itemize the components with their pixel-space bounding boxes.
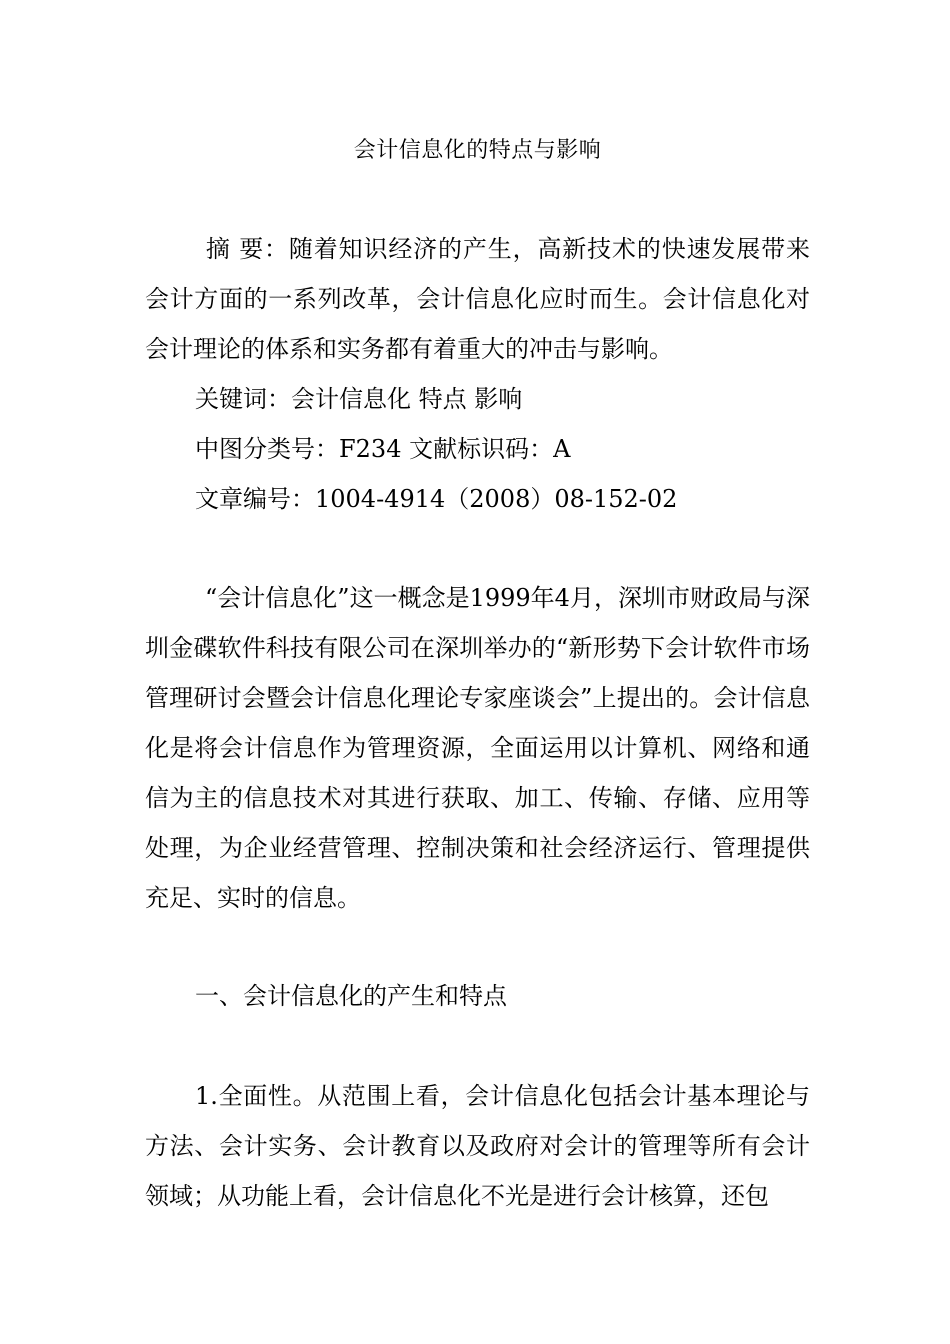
section-text: 1.全面性。从范围上看，会计信息化包括会计基本理论与方法、会计实务、会计教育以及政府对会计的管理等所有会计领域；从功能上看，会计信息化不光是进行会计核算，还包: [145, 1082, 810, 1210]
keywords-line: 关键词：会计信息化 特点 影响: [195, 385, 523, 413]
intro-paragraph: [145, 573, 810, 923]
section-heading: 一、会计信息化的产生和特点: [195, 982, 507, 1010]
section-paragraph: [145, 1071, 810, 1221]
classification-line: 中图分类号：F234 文献标识码：A: [195, 435, 571, 463]
abstract-paragraph: [145, 224, 810, 374]
abstract-text: 摘 要：随着知识经济的产生，高新技术的快速发展带来会计方面的一系列改革，会计信息化应时而生。会计信息化对会计理论的体系和实务都有着重大的冲击与影响。: [145, 235, 810, 363]
intro-text: “会计信息化”这一概念是1999年4月，深圳市财政局与深圳金碟软件科技有限公司在深圳举办的“新形势下会计软件市场管理研讨会暨会计信息化理论专家座谈会”上提出的。会计信息化是将会计信息作为管理资源，全面运用以计算机、网络和通信为主的信息技术对其进行获取、加工、传输、存储、应用等处理，为企业经营管理、控制决策和社会经济运行、管理提供充足、实时的信息。: [145, 584, 810, 912]
document-title: 会计信息化的特点与影响: [353, 138, 602, 163]
article-number-line: 文章编号：1004-4914（2008）08-152-02: [195, 485, 678, 513]
